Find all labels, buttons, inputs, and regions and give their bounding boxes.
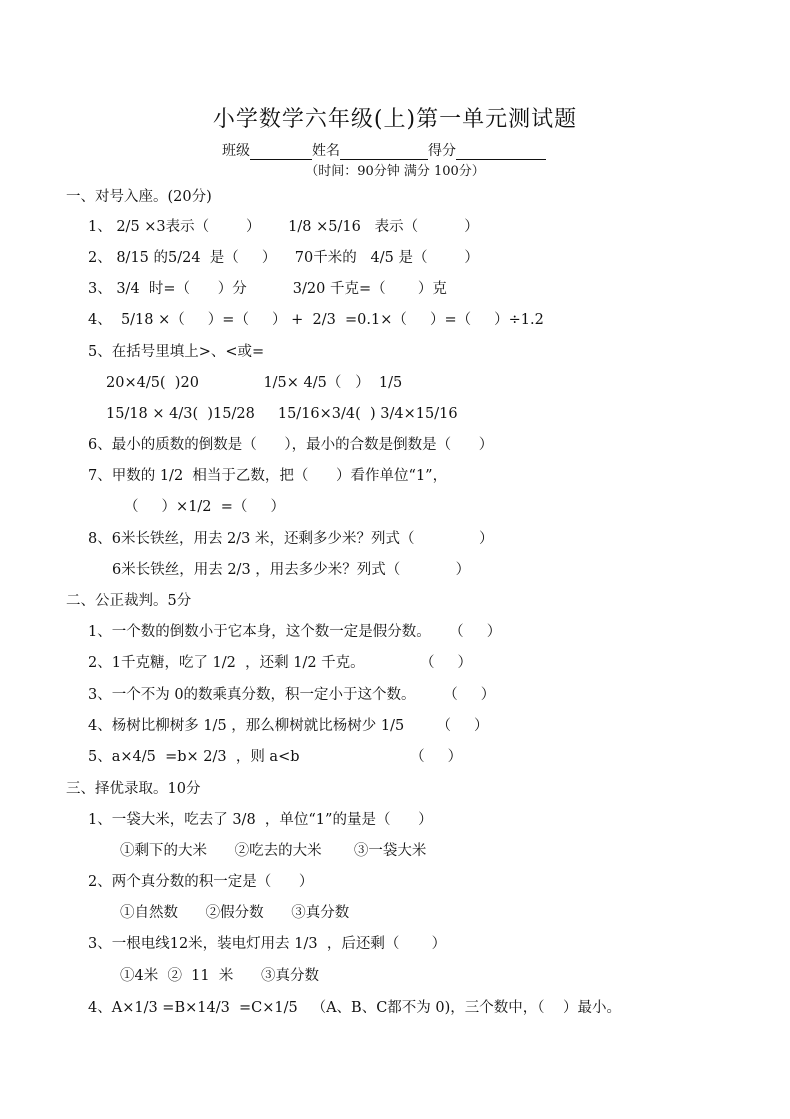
- question-line: 5、a×4/5 =b× 2/3 ，则 a<b （ ）: [88, 749, 463, 765]
- question-line: 4、A×1/3 =B×14/3 =C×1/5 （A、B、C都不为 0)，三个数中，（ ）最小。: [88, 1000, 621, 1016]
- section-heading: 二、公正裁判。5分: [66, 593, 192, 609]
- section-heading: 三、择优录取。10分: [66, 781, 201, 797]
- question-line: 6米长铁丝，用去 2/3 ，用去多少米？列式（ ）: [112, 562, 471, 578]
- score-blank: [456, 145, 546, 160]
- score-label: 得分: [428, 143, 456, 159]
- question-line: 2、两个真分数的积一定是（ ）: [88, 874, 314, 890]
- question-line: 3、 3/4 时=（ ）分 3/20 千克=（ ）克: [88, 281, 447, 297]
- question-line: 5、在括号里填上>、<或=: [88, 344, 265, 360]
- name-blank: [340, 145, 428, 160]
- student-info-row: [222, 140, 546, 160]
- question-line: 8、6米长铁丝，用去 2/3 米，还剩多少米？列式（ ）: [88, 531, 494, 547]
- choice-line: ①自然数 ②假分数 ③真分数: [120, 905, 350, 921]
- question-line: 15/18 × 4/3( )15/28 15/16×3/4( ) 3/4×15/16: [106, 406, 458, 422]
- page-title: 小学数学六年级(上)第一单元测试题: [212, 107, 578, 132]
- question-line: 1、一袋大米，吃去了 3/8 ，单位“1”的量是（ ）: [88, 812, 433, 828]
- question-line: 1、 2/5 ×3表示（ ） 1/8 ×5/16 表示（ ）: [88, 219, 479, 235]
- class-blank: [250, 145, 312, 160]
- question-line: 1、一个数的倒数小于它本身，这个数一定是假分数。 （ ）: [88, 624, 502, 640]
- choice-line: ①4米 ② 11 米 ③真分数: [120, 968, 319, 984]
- question-line: 3、一个不为 0的数乘真分数，积一定小于这个数。 （ ）: [88, 687, 496, 703]
- question-line: 4、杨树比柳树多 1/5 ，那么柳树就比杨树少 1/5 （ ）: [88, 718, 489, 734]
- question-line: 3、一根电线12米，装电灯用去 1/3 ，后还剩（ ）: [88, 936, 447, 952]
- name-label: 姓名: [312, 143, 340, 159]
- question-line: 6、最小的质数的倒数是（ ），最小的合数是倒数是（ ）: [88, 437, 494, 453]
- question-line: （ ）×1/2 =（ ）: [124, 499, 285, 515]
- choice-line: ①剩下的大米 ②吃去的大米 ③一袋大米: [120, 843, 427, 859]
- question-line: 2、 8/15 的5/24 是（ ） 70千米的 4/5 是（ ）: [88, 250, 479, 266]
- class-label: 班级: [222, 143, 250, 159]
- question-line: 2、1千克糖，吃了 1/2 ，还剩 1/2 千克。 （ ）: [88, 655, 473, 671]
- time-note: （时间：90分钟 满分 100分）: [305, 164, 485, 179]
- question-line: 7、甲数的 1/2 相当于乙数，把（ ）看作单位“1”，: [88, 468, 448, 484]
- section-heading: 一、对号入座。(20分): [66, 189, 212, 205]
- question-line: 4、 5/18 ×（ ）=（ ） + 2/3 =0.1×（ ）=（ ）÷1.2: [88, 312, 544, 328]
- question-line: 20×4/5( )20 1/5× 4/5（ ） 1/5: [106, 375, 403, 391]
